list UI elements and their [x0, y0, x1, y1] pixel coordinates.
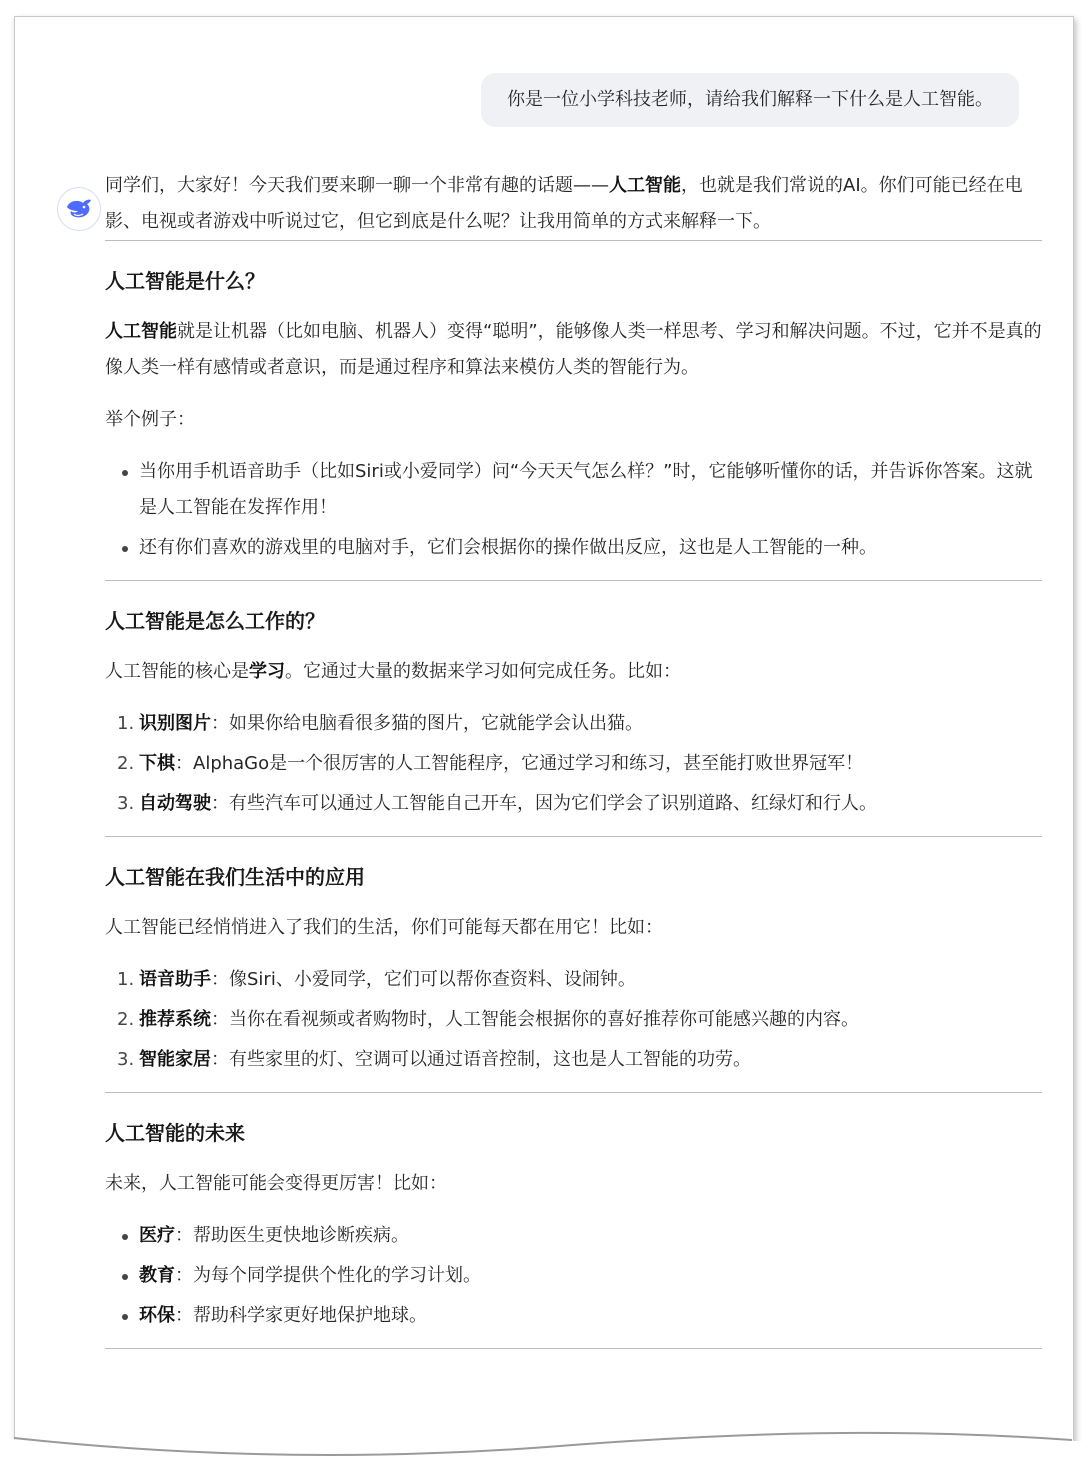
section-paragraph: 人工智能已经悄悄进入了我们的生活，你们可能每天都在用它！比如： — [105, 917, 663, 938]
list-item: 环保：帮助科学家更好地保护地球。 — [105, 1298, 1042, 1334]
future-list — [105, 1218, 1042, 1334]
list-item: 2. 下棋：AlphaGo是一个很厉害的人工智能程序，它通过学习和练习，甚至能打败世界冠军！ — [117, 753, 864, 774]
section-heading: 人工智能的未来 — [105, 1121, 245, 1145]
list-item: 医疗：帮助医生更快地诊断疾病。 — [105, 1218, 1042, 1254]
numbered-list — [105, 706, 1042, 822]
divider — [105, 1348, 1042, 1349]
section-ai-future — [105, 1093, 1042, 1334]
section-paragraph: 人工智能就是让机器（比如电脑、机器人）变得“聪明”，能够像人类一样思考、学习和解决问题。不过，它并不是真的像人类一样有感情或者意识，而是通过程序和算法来模仿人类的智能行为。 — [105, 321, 1042, 378]
section-ai-applications — [105, 837, 1042, 1078]
assistant-avatar — [57, 187, 101, 231]
assistant-response — [105, 168, 1042, 1349]
section-heading: 人工智能是什么？ — [105, 269, 265, 293]
example-label: 举个例子： — [105, 409, 195, 430]
list-item: 教育：为每个同学提供个性化的学习计划。 — [105, 1258, 1042, 1294]
example-list — [105, 454, 1042, 566]
section-how-ai-works — [105, 581, 1042, 822]
user-message-bubble: 你是一位小学科技老师，请给我们解释一下什么是人工智能。 — [481, 73, 1019, 127]
list-item: 3. 自动驾驶：有些汽车可以通过人工智能自己开车，因为它们学会了识别道路、红绿灯和行人。 — [117, 793, 877, 814]
section-paragraph: 人工智能的核心是学习。它通过大量的数据来学习如何完成任务。比如： — [105, 661, 681, 682]
list-item: 1. 语音助手：像Siri、小爱同学，它们可以帮你查资料、设闹钟。 — [117, 969, 636, 990]
whale-logo-icon — [65, 198, 93, 220]
intro-paragraph: 同学们，大家好！今天我们要来聊一聊一个非常有趣的话题——人工智能，也就是我们常说的AI。你们可能已经在电影、电视或者游戏中听说过它，但它到底是什么呢？让我用简单的方式来解释一下。 — [105, 175, 1023, 232]
section-paragraph: 未来，人工智能可能会变得更厉害！比如： — [105, 1173, 447, 1194]
list-item: 3. 智能家居：有些家里的灯、空调可以通过语音控制，这也是人工智能的功劳。 — [117, 1049, 751, 1070]
section-heading: 人工智能在我们生活中的应用 — [105, 865, 365, 889]
list-item: 2. 推荐系统：当你在看视频或者购物时，人工智能会根据你的喜好推荐你可能感兴趣的内容。 — [117, 1009, 859, 1030]
list-item: 当你用手机语音助手（比如Siri或小爱同学）问“今天天气怎么样？”时，它能够听懂你的话，并告诉你答案。这就是人工智能在发挥作用！ — [105, 454, 1042, 526]
section-heading: 人工智能是怎么工作的？ — [105, 609, 325, 633]
section-what-is-ai — [105, 241, 1042, 566]
numbered-list — [105, 962, 1042, 1078]
list-item: 1. 识别图片：如果你给电脑看很多猫的图片，它就能学会认出猫。 — [117, 713, 643, 734]
list-item: 还有你们喜欢的游戏里的电脑对手，它们会根据你的操作做出反应，这也是人工智能的一种。 — [105, 530, 1042, 566]
torn-page-edge — [0, 1408, 1089, 1480]
